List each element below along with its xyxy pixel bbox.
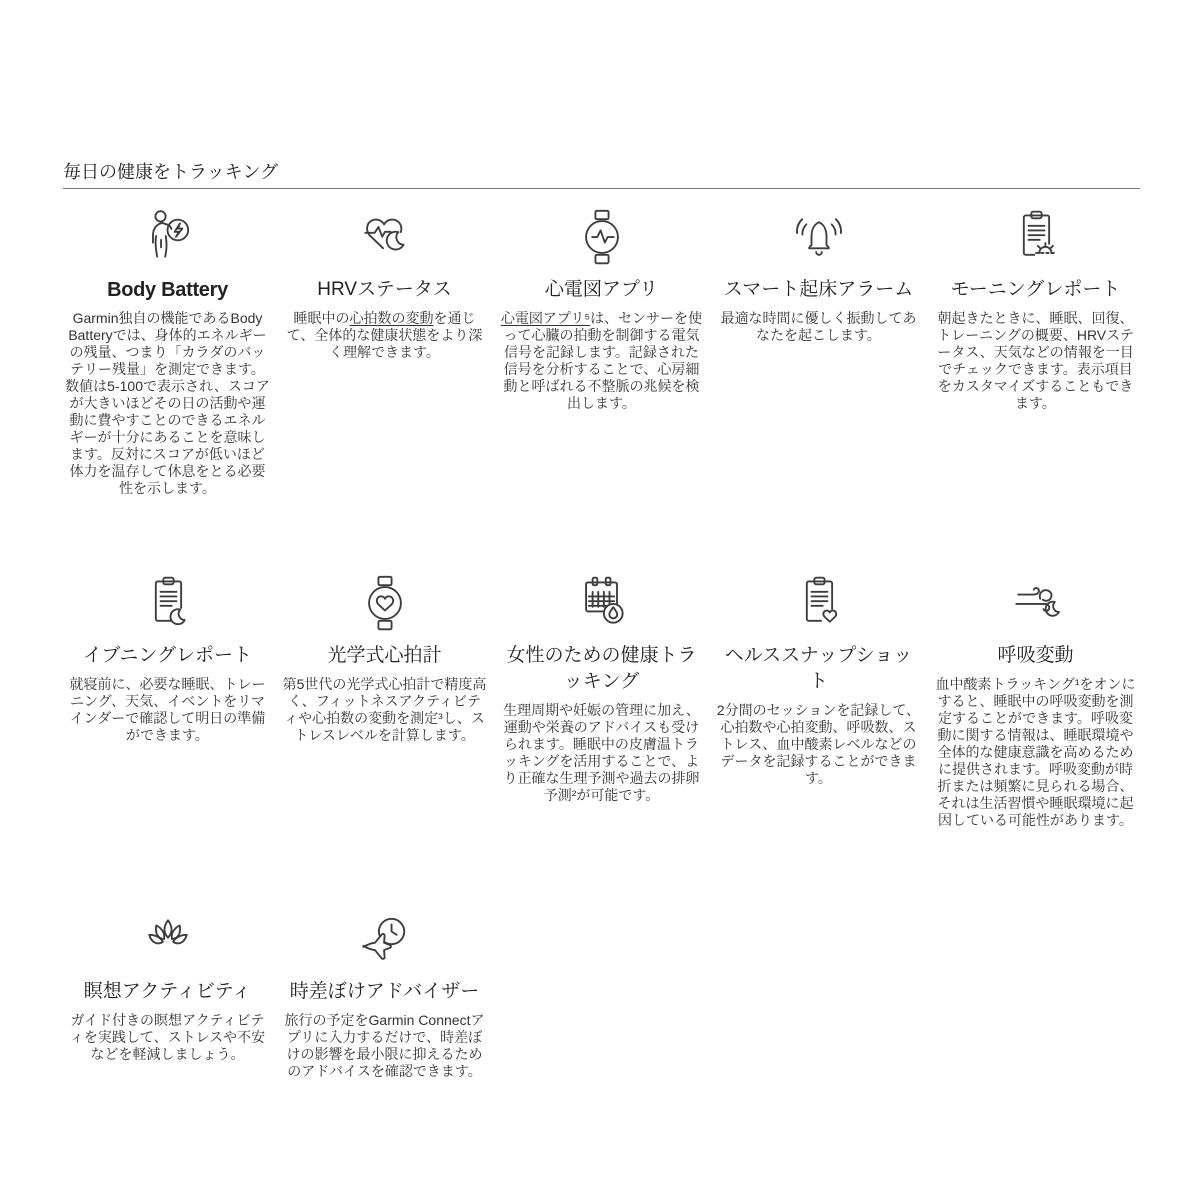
features-row-1 <box>63 205 1140 497</box>
feature-description: 2分間のセッションを記録して、心拍数や心拍変動、呼吸数、ストレス、血中酸素レベルなどのデータを記録することができます。 <box>716 702 921 786</box>
optical-heart-rate-icon <box>282 571 487 635</box>
feature-title: スマート起床アラーム <box>723 279 914 300</box>
features-row-2 <box>63 571 1140 829</box>
feature-card-evening-report <box>63 571 272 744</box>
features-row-3 <box>63 907 1140 1080</box>
feature-title: 瞑想アクティビティ <box>83 981 252 1002</box>
feature-title: 心電図アプリ <box>544 279 659 300</box>
heart-rate-variability-link[interactable]: 心拍数の変動 <box>349 310 434 326</box>
feature-title: Body Battery <box>107 279 228 301</box>
hrv-status-icon <box>282 205 487 269</box>
feature-card-morning-report <box>931 205 1140 412</box>
feature-description: 第5世代の光学式心拍計で精度高く、フィットネスアクティビティや心拍数の変動を測定³し、ストレスレベルを計算します。 <box>282 676 487 743</box>
description-text: は、センサーを使って心臓の拍動を制御する電気信号を記録します。記録された信号を分析することで、心房細動と呼ばれる不整脈の兆候を検出します。 <box>503 310 703 411</box>
feature-description: 最適な時間に優しく振動してあなたを起こします。 <box>720 310 917 343</box>
feature-title: イブニングレポート <box>82 645 253 666</box>
description-text: を通じて、全体的な健康状態をより深く理解できます。 <box>286 310 483 360</box>
meditation-icon <box>65 907 270 971</box>
feature-card-jet-lag-adviser <box>280 907 489 1080</box>
feature-title: 女性のための健康トラッキング <box>506 645 697 692</box>
feature-title: 光学式心拍計 <box>327 645 442 666</box>
feature-title: 呼吸変動 <box>997 645 1074 666</box>
daily-health-section <box>63 0 1140 1080</box>
feature-title: ヘルススナップショット <box>724 645 913 692</box>
feature-card-hrv-status <box>280 205 489 361</box>
ecg-app-icon <box>499 205 704 269</box>
description-text: 睡眠中の <box>293 310 350 326</box>
feature-card-optical-heart-rate <box>280 571 489 744</box>
morning-report-icon <box>933 205 1138 269</box>
feature-description: 就寝前に、必要な睡眠、トレーニング、天気、イベントをリマインダーで確認して明日の準備ができます。 <box>69 676 266 743</box>
feature-card-health-snapshot <box>714 571 923 787</box>
feature-description: 生理周期や妊娠の管理に加え、運動や栄養のアドバイスも受けられます。睡眠中の皮膚温トラッキングを活用することで、より正確な生理予測や過去の排卵予測²が可能です。 <box>503 702 700 803</box>
feature-title: モーニングレポート <box>950 279 1121 300</box>
feature-card-meditation <box>63 907 272 1063</box>
feature-card-ecg-app <box>497 205 706 412</box>
feature-description: 血中酸素トラッキング¹をオンにすると、睡眠中の呼吸変動を測定することができます。呼吸変動に関する情報は、睡眠環境や全体的な健康意識を高めるために提供されます。呼吸変動が時折または頻繁に見られる場合、それは生活習慣や睡眠環境に起因している可能性があります。 <box>935 676 1136 828</box>
feature-card-body-battery <box>63 205 272 497</box>
ecg-app-link[interactable]: 心電図アプリ⁵ <box>500 310 591 326</box>
health-snapshot-icon <box>716 571 921 635</box>
feature-description: 旅行の予定をGarmin Connectアプリに入力するだけで、時差ぼけの影響を最小限に抑えるためのアドバイスを確認できます。 <box>284 1012 485 1079</box>
feature-card-womens-health <box>497 571 706 804</box>
body-battery-icon <box>65 205 270 269</box>
feature-title: 時差ぼけアドバイザー <box>289 981 480 1002</box>
feature-title: HRVステータス <box>317 279 452 300</box>
section-heading: 毎日の健康をトラッキング <box>63 162 1140 189</box>
feature-description: ガイド付きの瞑想アクティビティを実践して、ストレスや不安などを軽減しましょう。 <box>69 1012 266 1062</box>
feature-card-smart-wake-alarm <box>714 205 923 344</box>
evening-report-icon <box>65 571 270 635</box>
womens-health-icon <box>499 571 704 635</box>
feature-card-respiration-variation <box>931 571 1140 829</box>
jet-lag-adviser-icon <box>282 907 487 971</box>
feature-description: 朝起きたときに、睡眠、回復、トレーニングの概要、HRVステータス、天気などの情報を一目でチェックできます。表示項目をカスタマイズすることもできます。 <box>937 310 1134 411</box>
feature-description <box>499 310 704 412</box>
smart-wake-alarm-icon <box>716 205 921 269</box>
respiration-variation-icon <box>933 571 1138 635</box>
feature-description: Garmin独自の機能であるBody Batteryでは、身体的エネルギーの残量、つまり「カラダのバッテリー残量」を測定できます。数値は5-100で表示され、スコアが大きいほどその日の活動や運動に費やすことのできるエネルギーが十分にあることを意味します。反対にスコアが低いほど体力を温存して休息をとる必要性を示します。 <box>65 310 270 496</box>
feature-description <box>282 310 487 361</box>
